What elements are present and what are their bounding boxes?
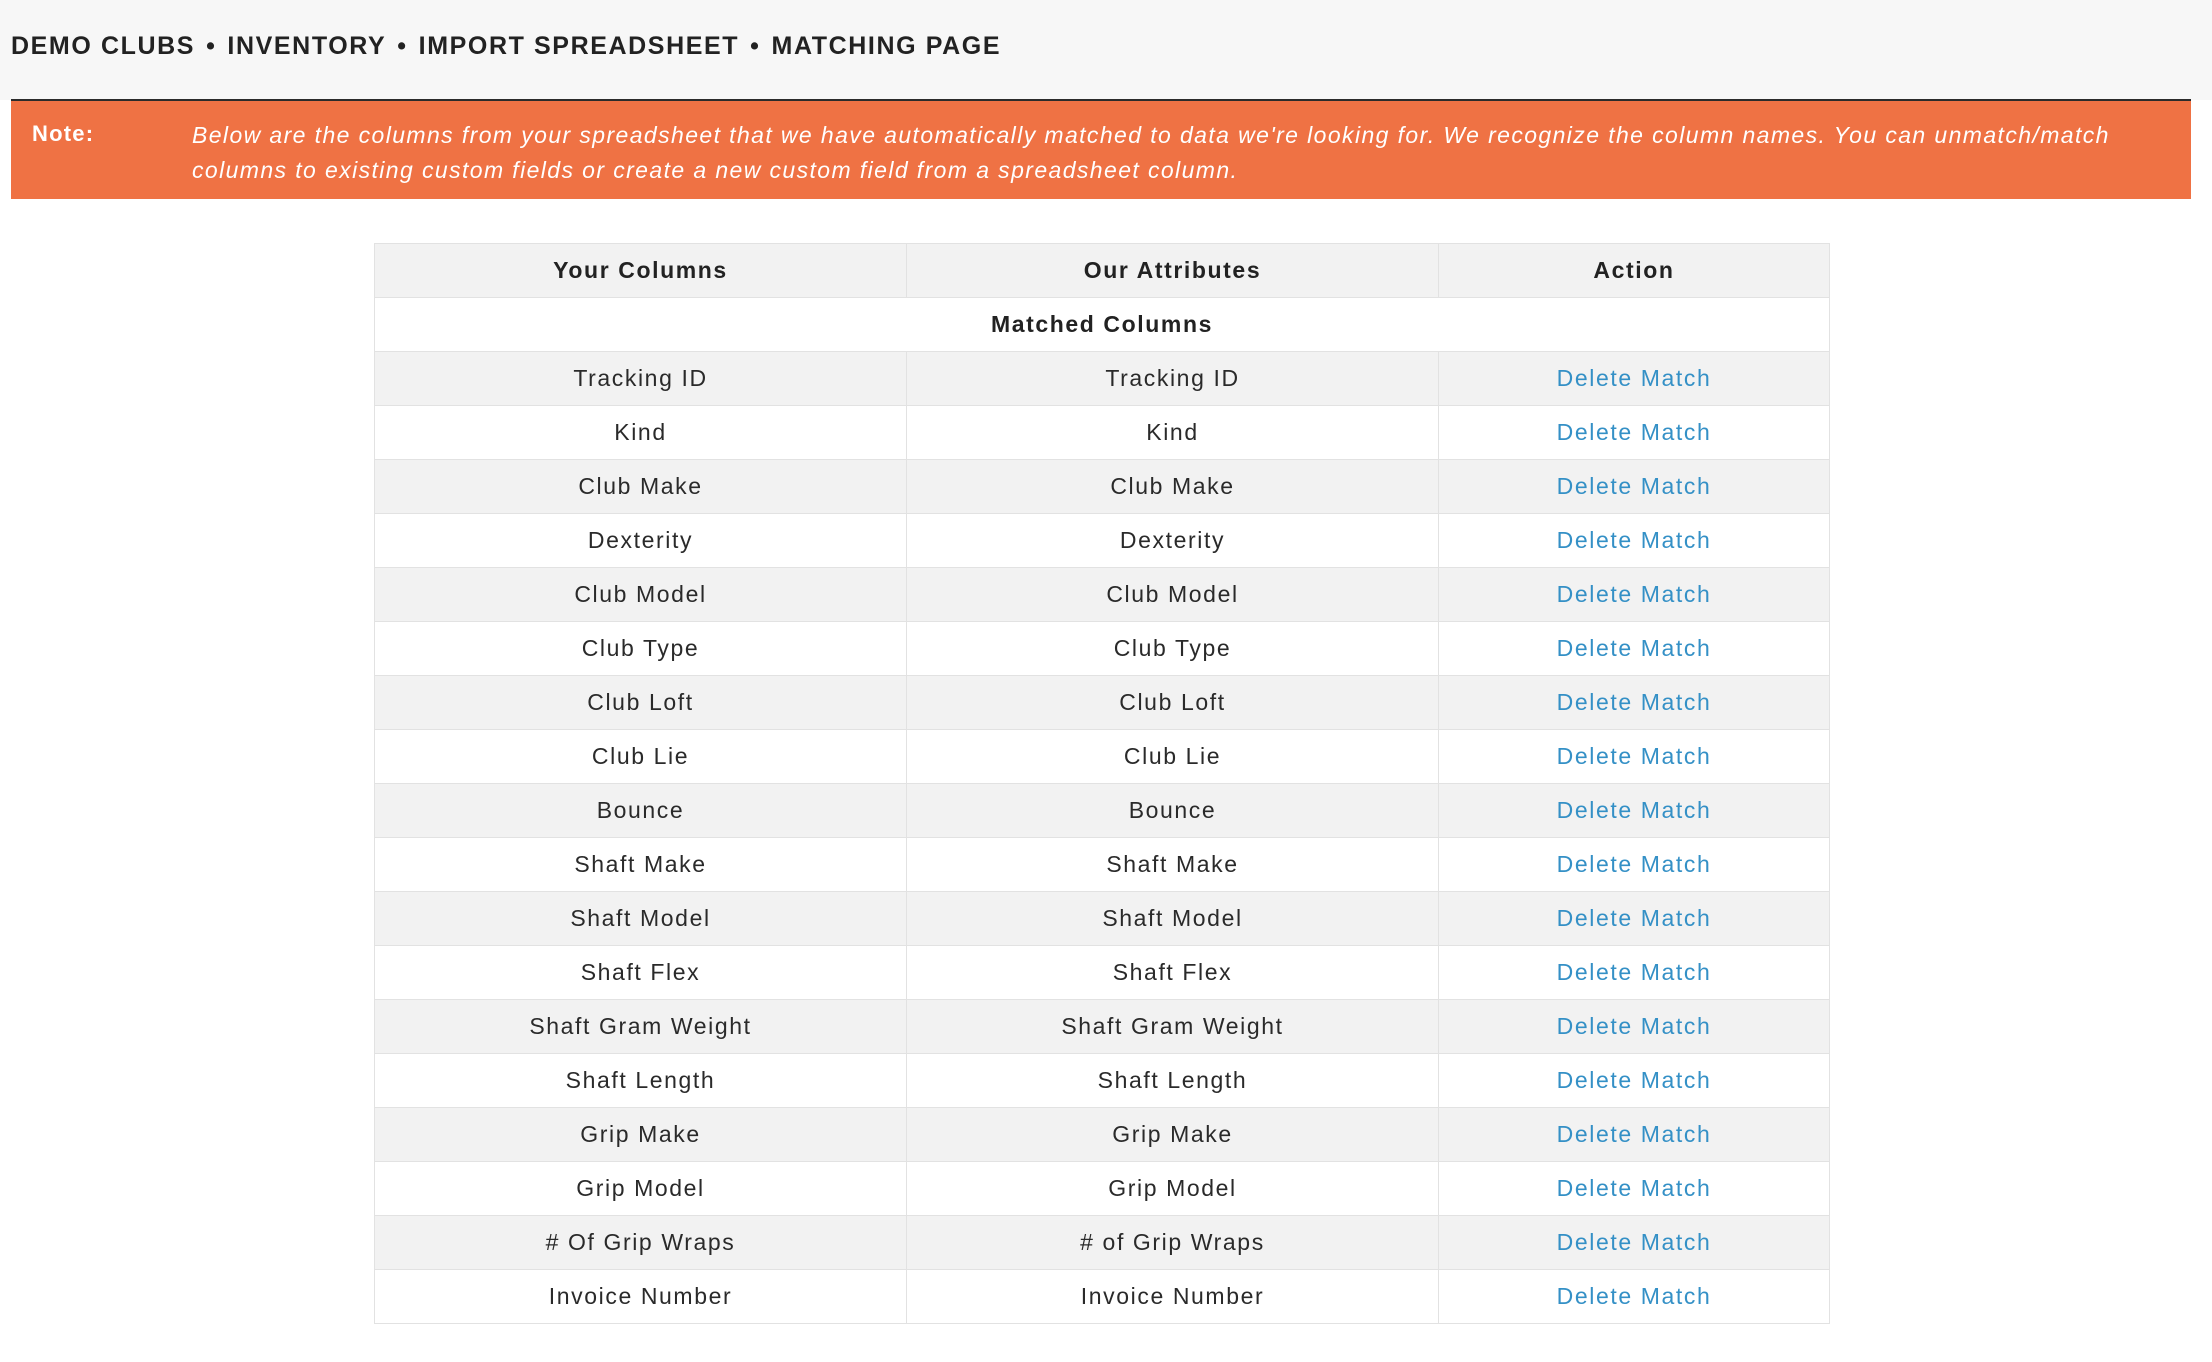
our-attribute-cell: Club Make	[907, 460, 1439, 514]
delete-match-link[interactable]: Delete Match	[1556, 527, 1712, 553]
table-row	[375, 514, 1830, 568]
breadcrumb-item-demo-clubs[interactable]: DEMO CLUBS	[11, 32, 196, 60]
action-cell	[1439, 352, 1830, 406]
table-row	[375, 1270, 1830, 1324]
delete-match-link[interactable]: Delete Match	[1556, 743, 1712, 769]
page-header-area	[0, 0, 2212, 100]
table-row	[375, 1216, 1830, 1270]
table-row	[375, 622, 1830, 676]
table-row	[375, 568, 1830, 622]
delete-match-link[interactable]: Delete Match	[1556, 1283, 1712, 1309]
breadcrumb-item-inventory[interactable]: INVENTORY	[227, 32, 387, 60]
matching-table	[374, 243, 1830, 1324]
action-cell	[1439, 1054, 1830, 1108]
your-column-cell: Dexterity	[375, 514, 907, 568]
your-column-cell: Club Type	[375, 622, 907, 676]
delete-match-link[interactable]: Delete Match	[1556, 419, 1712, 445]
action-cell	[1439, 676, 1830, 730]
breadcrumb-item-matching-page: MATCHING PAGE	[771, 32, 1002, 60]
your-column-cell: Club Loft	[375, 676, 907, 730]
section-title: Matched Columns	[375, 298, 1830, 352]
action-cell	[1439, 838, 1830, 892]
your-column-cell: Shaft Model	[375, 892, 907, 946]
delete-match-link[interactable]: Delete Match	[1556, 1229, 1712, 1255]
table-row	[375, 352, 1830, 406]
action-cell	[1439, 1162, 1830, 1216]
delete-match-link[interactable]: Delete Match	[1556, 905, 1712, 931]
action-cell	[1439, 1000, 1830, 1054]
action-cell	[1439, 1270, 1830, 1324]
table-header-row	[375, 244, 1830, 298]
our-attribute-cell: Grip Make	[907, 1108, 1439, 1162]
table-row	[375, 1108, 1830, 1162]
table-row	[375, 730, 1830, 784]
our-attribute-cell: Club Type	[907, 622, 1439, 676]
delete-match-link[interactable]: Delete Match	[1556, 797, 1712, 823]
breadcrumb	[11, 32, 1001, 61]
table-row	[375, 406, 1830, 460]
your-column-cell: Invoice Number	[375, 1270, 907, 1324]
action-cell	[1439, 1108, 1830, 1162]
delete-match-link[interactable]: Delete Match	[1556, 959, 1712, 985]
our-attribute-cell: Kind	[907, 406, 1439, 460]
our-attribute-cell: Shaft Gram Weight	[907, 1000, 1439, 1054]
our-attribute-cell: Club Lie	[907, 730, 1439, 784]
breadcrumb-separator: •	[206, 32, 217, 60]
your-column-cell: Grip Model	[375, 1162, 907, 1216]
our-attribute-cell: Dexterity	[907, 514, 1439, 568]
your-column-cell: Bounce	[375, 784, 907, 838]
header-your-columns: Your Columns	[375, 244, 907, 298]
header-our-attributes: Our Attributes	[907, 244, 1439, 298]
header-action: Action	[1439, 244, 1830, 298]
our-attribute-cell: Grip Model	[907, 1162, 1439, 1216]
our-attribute-cell: Shaft Flex	[907, 946, 1439, 1000]
delete-match-link[interactable]: Delete Match	[1556, 635, 1712, 661]
delete-match-link[interactable]: Delete Match	[1556, 581, 1712, 607]
action-cell	[1439, 892, 1830, 946]
our-attribute-cell: Invoice Number	[907, 1270, 1439, 1324]
your-column-cell: Club Lie	[375, 730, 907, 784]
table-row	[375, 1162, 1830, 1216]
table-row	[375, 1054, 1830, 1108]
breadcrumb-separator: •	[397, 32, 408, 60]
action-cell	[1439, 1216, 1830, 1270]
section-row-matched-columns	[375, 298, 1830, 352]
table-row	[375, 1000, 1830, 1054]
our-attribute-cell: # of Grip Wraps	[907, 1216, 1439, 1270]
matching-table-container	[374, 243, 1829, 1324]
breadcrumb-separator: •	[750, 32, 761, 60]
delete-match-link[interactable]: Delete Match	[1556, 1121, 1712, 1147]
action-cell	[1439, 514, 1830, 568]
action-cell	[1439, 730, 1830, 784]
action-cell	[1439, 568, 1830, 622]
our-attribute-cell: Shaft Make	[907, 838, 1439, 892]
note-banner	[11, 99, 2191, 199]
delete-match-link[interactable]: Delete Match	[1556, 473, 1712, 499]
table-row	[375, 838, 1830, 892]
your-column-cell: Grip Make	[375, 1108, 907, 1162]
table-row	[375, 676, 1830, 730]
your-column-cell: Kind	[375, 406, 907, 460]
our-attribute-cell: Shaft Length	[907, 1054, 1439, 1108]
action-cell	[1439, 460, 1830, 514]
delete-match-link[interactable]: Delete Match	[1556, 365, 1712, 391]
note-label: Note:	[32, 121, 95, 146]
your-column-cell: Shaft Length	[375, 1054, 907, 1108]
table-body	[375, 298, 1830, 1324]
action-cell	[1439, 946, 1830, 1000]
table-row	[375, 946, 1830, 1000]
delete-match-link[interactable]: Delete Match	[1556, 851, 1712, 877]
delete-match-link[interactable]: Delete Match	[1556, 1175, 1712, 1201]
action-cell	[1439, 622, 1830, 676]
your-column-cell: Shaft Flex	[375, 946, 907, 1000]
our-attribute-cell: Bounce	[907, 784, 1439, 838]
our-attribute-cell: Shaft Model	[907, 892, 1439, 946]
our-attribute-cell: Tracking ID	[907, 352, 1439, 406]
your-column-cell: Club Model	[375, 568, 907, 622]
our-attribute-cell: Club Model	[907, 568, 1439, 622]
breadcrumb-item-import-spreadsheet[interactable]: IMPORT SPREADSHEET	[418, 32, 740, 60]
your-column-cell: Shaft Make	[375, 838, 907, 892]
table-row	[375, 460, 1830, 514]
action-cell	[1439, 406, 1830, 460]
your-column-cell: # Of Grip Wraps	[375, 1216, 907, 1270]
table-row	[375, 892, 1830, 946]
your-column-cell: Tracking ID	[375, 352, 907, 406]
delete-match-link[interactable]: Delete Match	[1556, 1013, 1712, 1039]
action-cell	[1439, 784, 1830, 838]
your-column-cell: Shaft Gram Weight	[375, 1000, 907, 1054]
table-row	[375, 784, 1830, 838]
delete-match-link[interactable]: Delete Match	[1556, 1067, 1712, 1093]
our-attribute-cell: Club Loft	[907, 676, 1439, 730]
your-column-cell: Club Make	[375, 460, 907, 514]
delete-match-link[interactable]: Delete Match	[1556, 689, 1712, 715]
note-text: Below are the columns from your spreadsheet that we have automatically matched to data we're looking for. We recognize the column names. You can unmatch/match columns to existing custom fields or create a new custom field from a spreadsheet column.	[192, 122, 2110, 183]
